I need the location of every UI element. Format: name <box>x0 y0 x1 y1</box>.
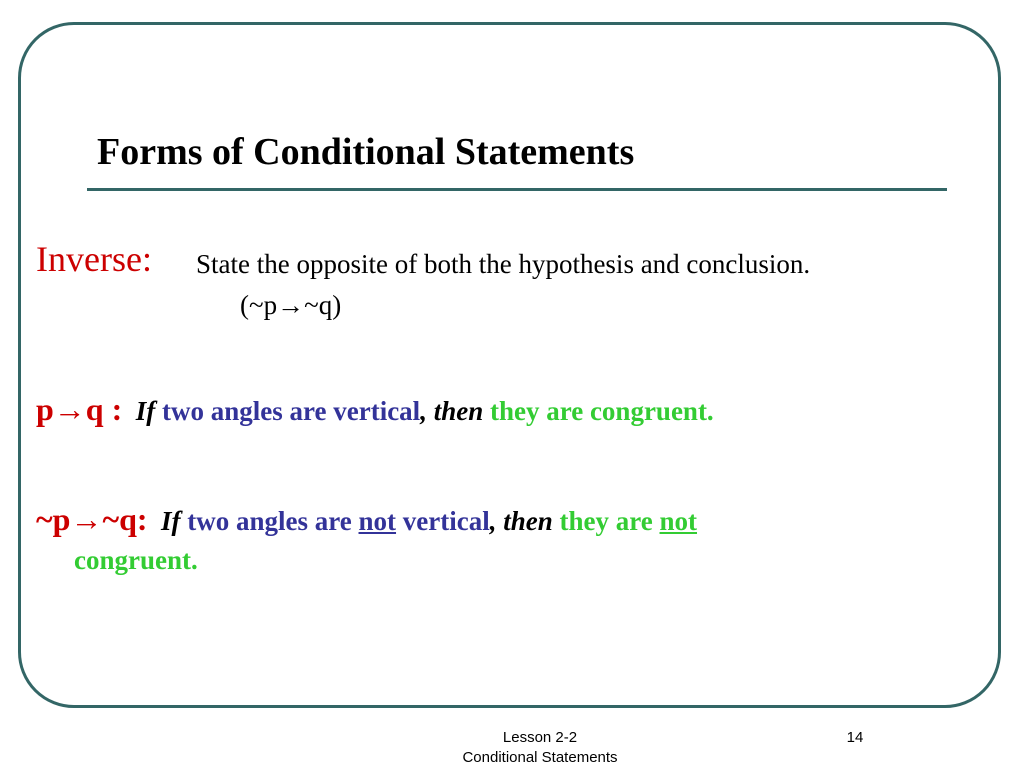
hypothesis-part-b: vertical <box>402 506 490 536</box>
hypothesis-part-a: two angles are <box>187 506 352 536</box>
inverse-statement <box>36 503 697 535</box>
conclusion-part-a: they are <box>559 506 653 536</box>
inverse-statement-continued <box>74 547 198 574</box>
footer-line-2: Conditional Statements <box>462 749 618 767</box>
title-underline <box>87 188 947 191</box>
original-label: p→q : <box>36 391 123 427</box>
conclusion-part-b: congruent. <box>74 545 198 575</box>
if-keyword: If <box>161 506 181 536</box>
conclusion-not: not <box>659 506 698 536</box>
slide-title: Forms of Conditional Statements <box>97 131 635 173</box>
page-number: 14 <box>846 729 864 746</box>
footer-line-1: Lesson 2-2 <box>502 729 578 746</box>
then-keyword: then <box>433 396 484 426</box>
inverse-example-label: ~p→~q: <box>36 501 148 537</box>
slide-frame <box>18 22 1001 708</box>
conclusion: they are congruent. <box>489 396 714 426</box>
comma: , <box>489 506 497 536</box>
footer-lesson <box>420 728 660 769</box>
then-keyword: then <box>503 506 553 536</box>
hypothesis-not: not <box>358 506 397 536</box>
original-statement <box>36 393 714 425</box>
inverse-notation: (~p→~q) <box>240 290 342 320</box>
inverse-description: State the opposite of both the hypothesis and conclusion. <box>196 249 811 279</box>
inverse-label: Inverse: <box>36 239 152 279</box>
comma: , <box>420 396 427 426</box>
if-keyword: If <box>135 396 156 426</box>
hypothesis: two angles are vertical <box>162 396 421 426</box>
